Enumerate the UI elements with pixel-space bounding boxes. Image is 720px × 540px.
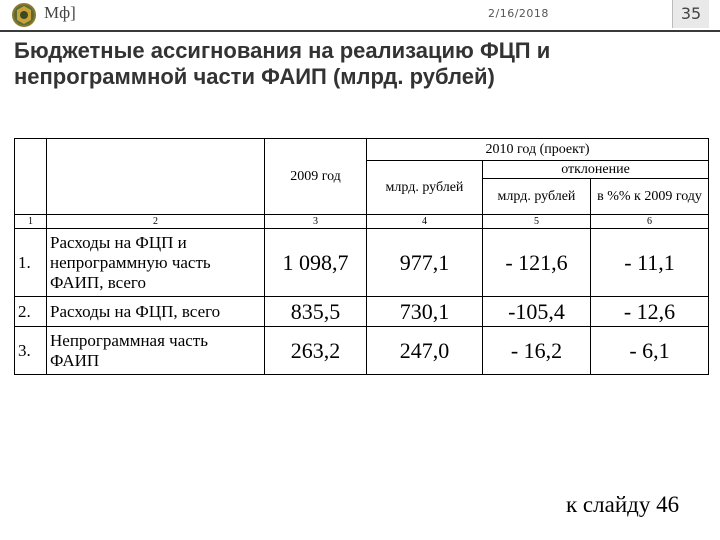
- header-bar: [0, 0, 720, 28]
- value-2010: 730,1: [367, 297, 483, 327]
- header-deviation: отклонение: [483, 161, 709, 179]
- table-row: [15, 229, 709, 297]
- slide-number-box: [672, 0, 709, 28]
- emblem-logo-icon: [8, 2, 40, 28]
- value-2010: 977,1: [367, 229, 483, 297]
- table-row: [15, 297, 709, 327]
- header-dev-pct: в %% к 2009 году: [591, 179, 709, 215]
- value-percent: - 11,1: [591, 229, 709, 297]
- value-2009: 835,5: [265, 297, 367, 327]
- col-number-1: 1: [15, 215, 47, 229]
- row-number: 2.: [15, 297, 47, 327]
- col-number-3: 3: [265, 215, 367, 229]
- value-2010: 247,0: [367, 327, 483, 375]
- table-row: [15, 327, 709, 375]
- header-blank-num: [15, 139, 47, 215]
- header-2010-mlrd: млрд. рублей: [367, 161, 483, 215]
- col-number-4: 4: [367, 215, 483, 229]
- slide-title: Бюджетные ассигнования на реализацию ФЦП и непрограммной части ФАИП (млрд. рублей): [14, 38, 551, 89]
- value-percent: - 12,6: [591, 297, 709, 327]
- row-name: Непрограммная часть ФАИП: [47, 327, 265, 375]
- header-2009: 2009 год: [265, 139, 367, 215]
- header-2010: 2010 год (проект): [367, 139, 709, 161]
- value-deviation: - 121,6: [483, 229, 591, 297]
- value-deviation: -105,4: [483, 297, 591, 327]
- col-number-6: 6: [591, 215, 709, 229]
- header-dev-mlrd: млрд. рублей: [483, 179, 591, 215]
- budget-table: [14, 138, 709, 375]
- value-2009: 263,2: [265, 327, 367, 375]
- col-number-5: 5: [483, 215, 591, 229]
- slide-number: 35: [680, 4, 702, 23]
- row-name: Расходы на ФЦП и непрограммную часть ФАИП, всего: [47, 229, 265, 297]
- slide-date: 2/16/2018: [488, 7, 549, 20]
- value-2009: 1 098,7: [265, 229, 367, 297]
- header-divider: [0, 30, 720, 32]
- row-number: 3.: [15, 327, 47, 375]
- row-number: 1.: [15, 229, 47, 297]
- col-number-2: 2: [47, 215, 265, 229]
- value-percent: - 6,1: [591, 327, 709, 375]
- value-deviation: - 16,2: [483, 327, 591, 375]
- org-name: Мф]: [44, 3, 76, 22]
- slide-reference-note: к слайду 46: [566, 492, 680, 517]
- row-name: Расходы на ФЦП, всего: [47, 297, 265, 327]
- header-blank-name: [47, 139, 265, 215]
